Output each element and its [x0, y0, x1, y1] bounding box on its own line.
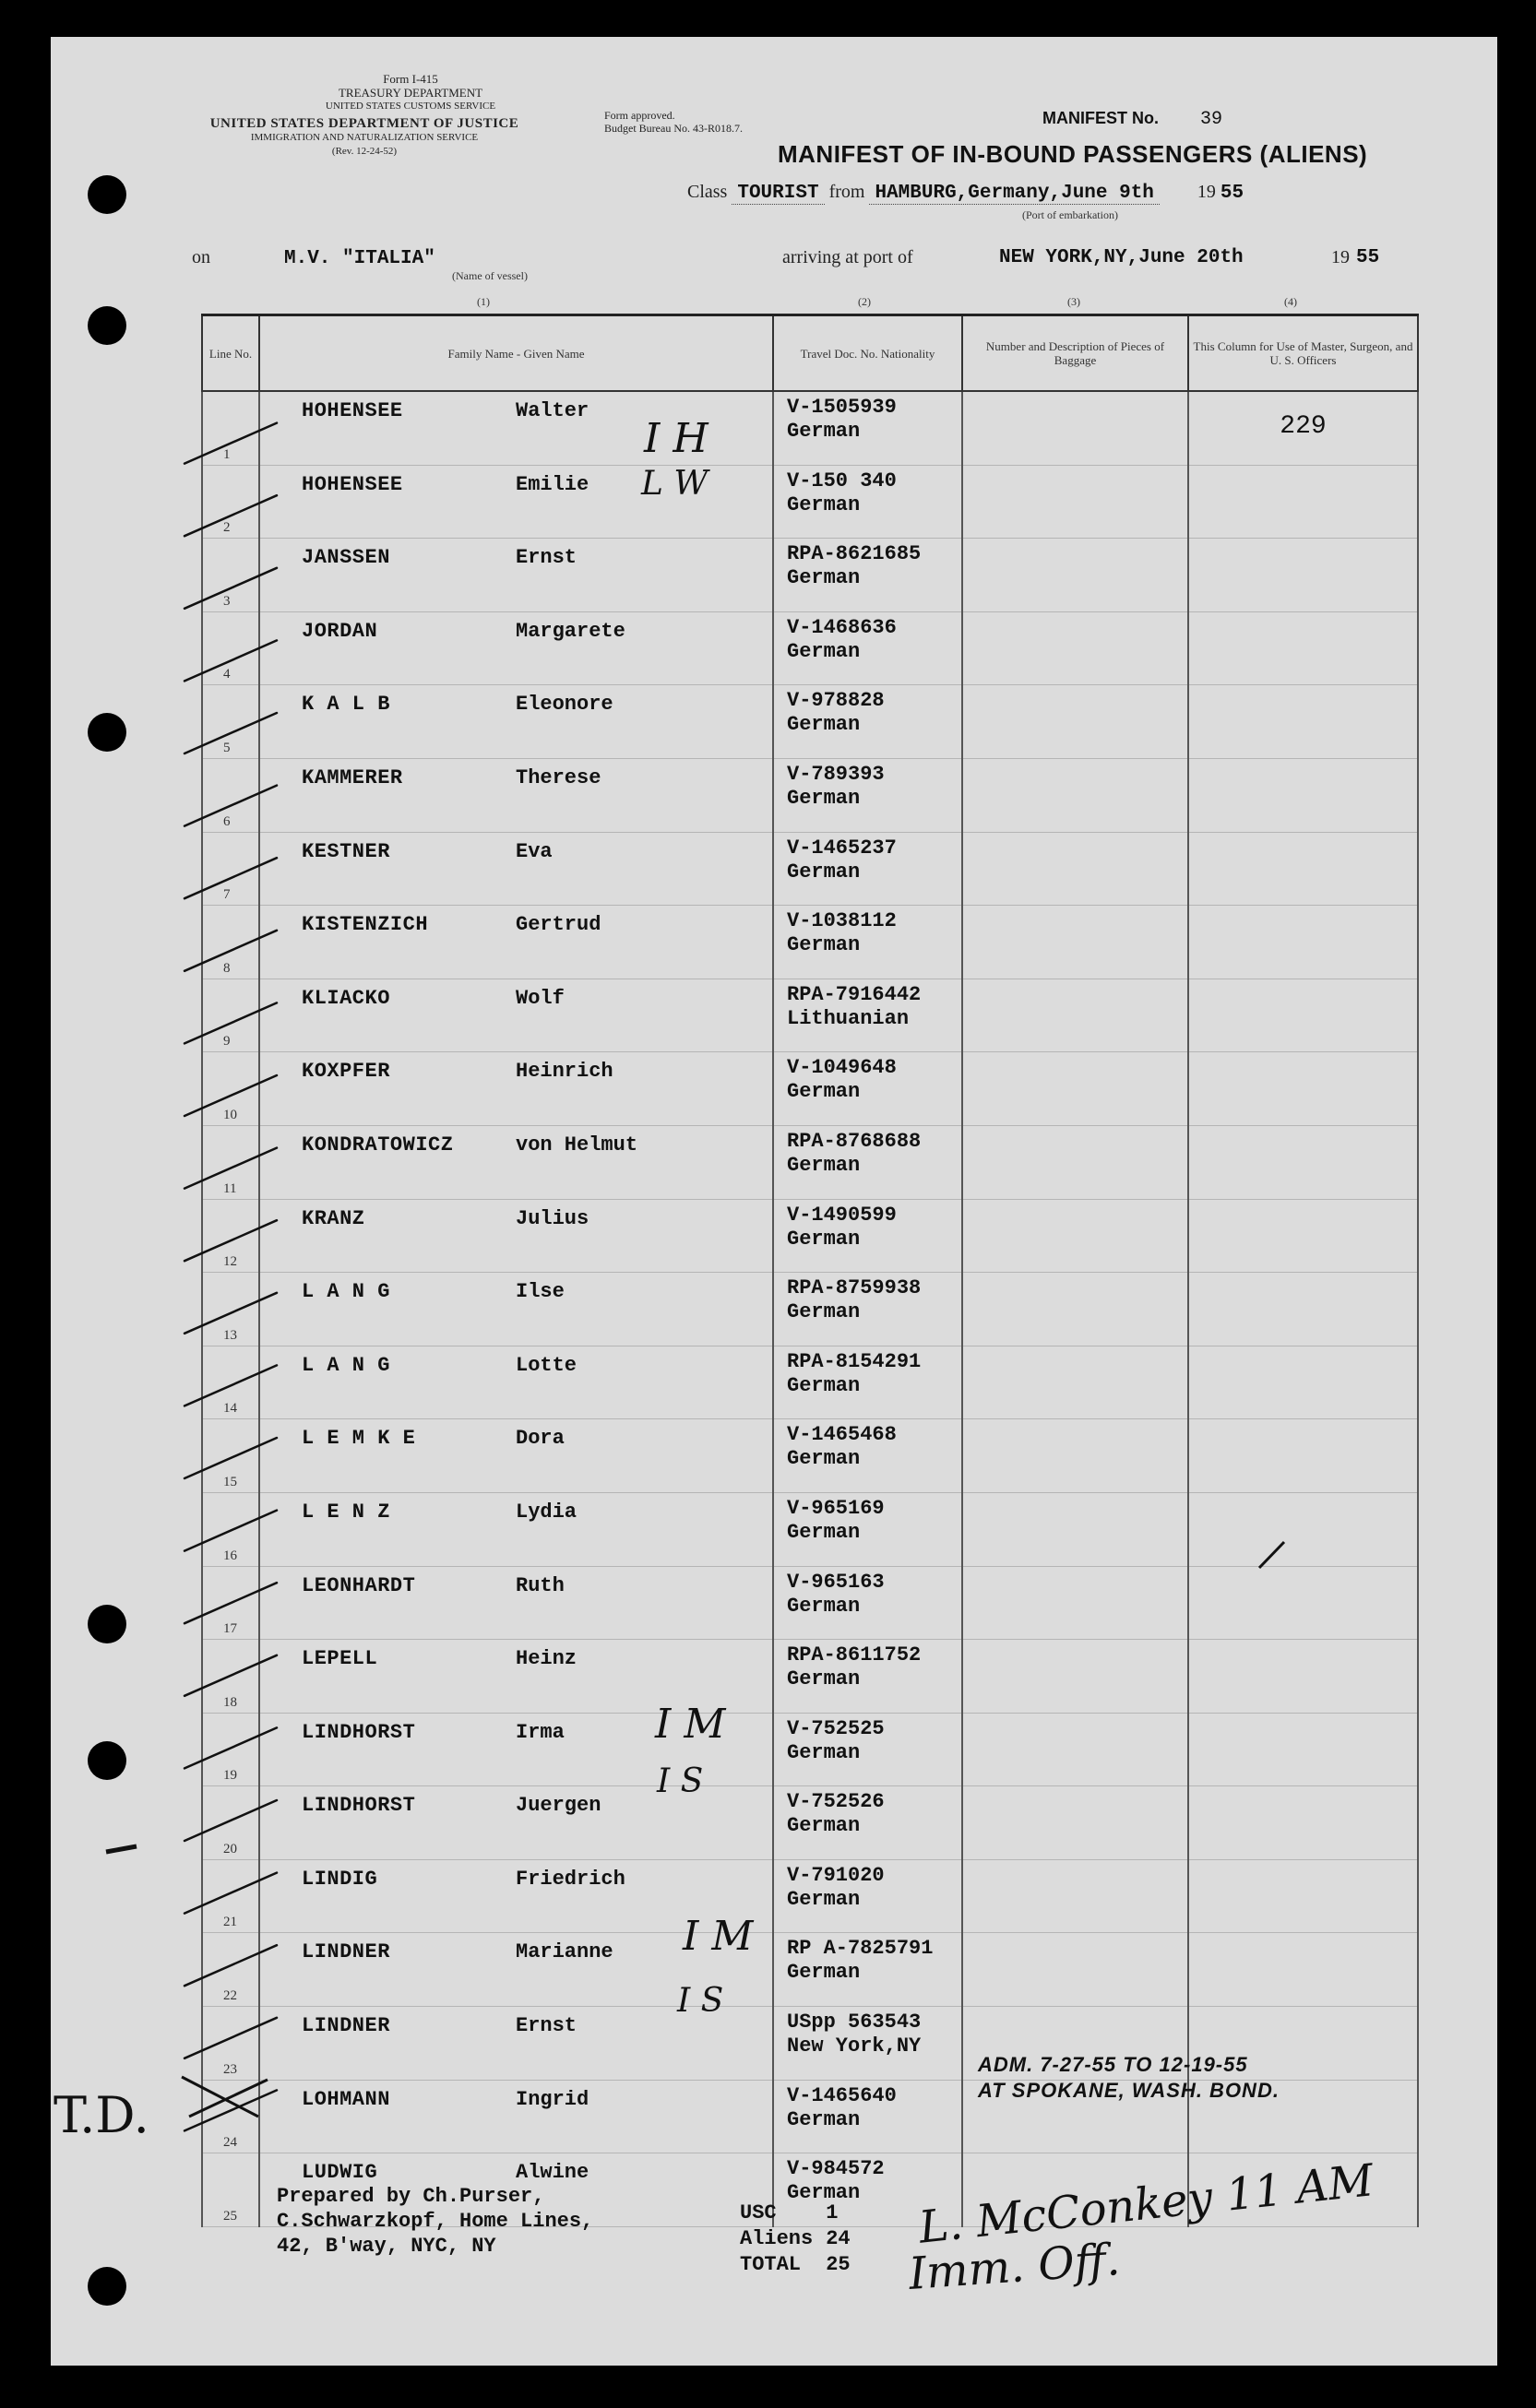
travel-doc-number: V-1465640	[787, 2083, 897, 2107]
line-number: 15	[223, 1474, 237, 1489]
nationality: German	[787, 1373, 861, 1397]
nationality: German	[787, 1520, 861, 1544]
travel-doc-number: V-1490599	[787, 1203, 897, 1227]
line-number: 14	[223, 1401, 237, 1417]
scribble-mark	[182, 2077, 268, 2117]
initials-mark: I M	[683, 1913, 754, 1960]
family-name: KAMMERER	[302, 765, 403, 789]
line-number: 18	[223, 1694, 237, 1710]
prepared-by-line: C.Schwarzkopf, Home Lines,	[277, 2210, 594, 2233]
family-name: HOHENSEE	[302, 472, 403, 496]
given-name: Dora	[516, 1427, 565, 1451]
travel-doc-number: V-1038112	[787, 909, 897, 933]
given-name: Lotte	[516, 1353, 577, 1377]
family-name: KLIACKO	[302, 986, 390, 1010]
arriving-year: 55	[1356, 247, 1380, 268]
year-prefix: 19	[1197, 182, 1216, 202]
arriving-year-prefix: 19	[1331, 247, 1350, 267]
nationality: German	[787, 1153, 861, 1177]
travel-doc-number: V-1049648	[787, 1056, 897, 1080]
given-name: Wolf	[516, 986, 565, 1010]
check-mark	[185, 1511, 277, 1551]
given-name: von Helmut	[516, 1133, 638, 1157]
given-name: Heinrich	[516, 1060, 613, 1084]
check-mark	[185, 1945, 277, 1986]
line-number: 20	[223, 1841, 237, 1856]
travel-doc-number: V-1465468	[787, 1423, 897, 1447]
nationality: German	[787, 1300, 861, 1324]
column-number-4: (4)	[1284, 295, 1297, 308]
given-name: Gertrud	[516, 913, 601, 937]
header-travel-doc: Travel Doc. No. Nationality	[773, 315, 962, 392]
nationality: German	[787, 1227, 861, 1251]
family-name: LEONHARDT	[302, 1573, 416, 1597]
travel-doc-number: RPA-8621685	[787, 542, 922, 566]
line-number: 1	[223, 446, 231, 462]
line-number: 5	[223, 740, 231, 755]
travel-doc-number: V-791020	[787, 1863, 885, 1887]
family-name: LINDNER	[302, 1940, 390, 1964]
nationality: German	[787, 639, 861, 663]
nationality: Lithuanian	[787, 1006, 910, 1030]
line-number: 8	[223, 960, 231, 976]
embarkation-value: HAMBURG,Germany,June 9th	[869, 183, 1159, 205]
dash-mark	[106, 1846, 137, 1852]
nationality: German	[787, 1814, 861, 1838]
column-number-3: (3)	[1067, 295, 1080, 308]
line-number: 17	[223, 1621, 237, 1637]
given-name: Eva	[516, 839, 553, 863]
class-value: TOURIST	[732, 183, 824, 205]
line-number: 3	[223, 593, 231, 609]
family-name: LINDNER	[302, 2014, 390, 2038]
initials-mark: I M	[655, 1701, 726, 1748]
column-number-2: (2)	[858, 295, 871, 308]
travel-doc-number: RPA-8768688	[787, 1129, 922, 1153]
line-number: 11	[223, 1180, 237, 1196]
check-mark	[185, 786, 277, 826]
family-name: KRANZ	[302, 1206, 365, 1230]
nationality: German	[787, 713, 861, 737]
line-number: 2	[223, 520, 231, 536]
line-number: 12	[223, 1254, 237, 1270]
header-line-no: Line No.	[202, 315, 259, 392]
check-mark	[185, 1655, 277, 1696]
family-name: L E N Z	[302, 1500, 390, 1524]
given-name: Ingrid	[516, 2087, 589, 2111]
manifest-no-label: MANIFEST No.	[1042, 109, 1159, 127]
vessel-caption: (Name of vessel)	[452, 269, 528, 282]
family-name: LEPELL	[302, 1647, 378, 1671]
nationality: German	[787, 1667, 861, 1691]
family-name: KOXPFER	[302, 1060, 390, 1084]
rev-label: (Rev. 12-24-52)	[331, 146, 398, 157]
totals-label: USC	[740, 2201, 777, 2224]
stray-mark	[1259, 1542, 1284, 1568]
family-name: K A L B	[302, 693, 390, 717]
on-label: on	[192, 247, 210, 267]
check-mark	[185, 1873, 277, 1914]
given-name: Ruth	[516, 1573, 565, 1597]
travel-doc-number: V-1468636	[787, 615, 897, 639]
budget-bureau: Budget Bureau No. 43-R018.7.	[604, 122, 743, 135]
nationality: German	[787, 566, 861, 590]
line-number: 10	[223, 1107, 237, 1122]
check-mark	[185, 495, 277, 536]
family-name: JANSSEN	[302, 546, 390, 570]
officer-title: Imm. Off.	[907, 2234, 1122, 2300]
port-caption: (Port of embarkation)	[1022, 208, 1118, 221]
nationality: German	[787, 1740, 861, 1764]
travel-doc-number: V-1505939	[787, 396, 897, 419]
initials-mark: I S	[657, 1762, 704, 1800]
embarkation-year: 55	[1220, 183, 1244, 204]
from-label: from	[828, 182, 865, 202]
family-name: L E M K E	[302, 1427, 416, 1451]
initials-mark: L W	[641, 465, 708, 503]
check-mark	[185, 1293, 277, 1334]
given-name: Heinz	[516, 1647, 577, 1671]
family-name: LINDHORST	[302, 1794, 416, 1818]
prepared-by-line: 42, B'way, NYC, NY	[277, 2235, 496, 2258]
nationality: German	[787, 2107, 861, 2131]
check-mark	[185, 931, 277, 971]
given-name: Eleonore	[516, 693, 613, 717]
family-name: KESTNER	[302, 839, 390, 863]
family-name: LINDIG	[302, 1867, 378, 1891]
arriving-value: NEW YORK,NY,June 20th	[999, 247, 1244, 268]
travel-doc-number: V-965169	[787, 1496, 885, 1520]
check-mark	[185, 1220, 277, 1261]
line-number: 22	[223, 1988, 237, 2004]
family-name: L A N G	[302, 1353, 390, 1377]
check-mark	[185, 2018, 277, 2058]
family-name: JORDAN	[302, 619, 378, 643]
travel-doc-number: V-984572	[787, 2157, 885, 2181]
given-name: Ilse	[516, 1280, 565, 1304]
arriving-label: arriving at port of	[782, 247, 913, 267]
totals-label: Aliens	[740, 2227, 814, 2250]
totals-value: 24	[826, 2227, 851, 2250]
travel-doc-number: RP A-7825791	[787, 1937, 934, 1961]
manifest-no-value: 39	[1200, 109, 1223, 130]
given-name: Julius	[516, 1206, 589, 1230]
check-mark	[185, 1583, 277, 1623]
nationality: German	[787, 1961, 861, 1985]
class-label: Class	[687, 182, 728, 202]
nationality: German	[787, 1887, 861, 1911]
check-mark	[185, 713, 277, 753]
travel-doc-number: V-1465237	[787, 836, 897, 860]
officer-note: 229	[1280, 412, 1327, 441]
vessel-name: M.V. "ITALIA"	[284, 248, 435, 269]
line-number: 24	[223, 2135, 237, 2151]
initials-mark: I S	[677, 1982, 724, 2020]
given-name: Lydia	[516, 1500, 577, 1524]
nationality: German	[787, 2181, 861, 2205]
line-number: 7	[223, 887, 231, 903]
given-name: Walter	[516, 399, 589, 422]
nationality: German	[787, 1447, 861, 1471]
given-name: Friedrich	[516, 1867, 625, 1891]
page-title: MANIFEST OF IN-BOUND PASSENGERS (ALIENS)	[778, 140, 1368, 168]
nationality: German	[787, 492, 861, 516]
given-name: Margarete	[516, 619, 625, 643]
travel-doc-number: RPA-7916442	[787, 982, 922, 1006]
check-mark	[185, 1365, 277, 1406]
given-name: Marianne	[516, 1940, 613, 1964]
form-approved: Form approved.	[604, 109, 675, 122]
nationality: New York,NY	[787, 2034, 922, 2058]
given-name: Ernst	[516, 2014, 577, 2038]
check-mark	[185, 640, 277, 681]
check-mark	[185, 1002, 277, 1043]
travel-doc-number: RPA-8154291	[787, 1349, 922, 1373]
line-number: 6	[223, 813, 231, 829]
header-name: Family Name - Given Name	[259, 315, 773, 392]
check-mark	[185, 1148, 277, 1189]
given-name: Juergen	[516, 1794, 601, 1818]
line-number: 16	[223, 1548, 237, 1563]
line-number: 4	[223, 667, 231, 682]
td-mark: T.D.	[54, 2086, 149, 2144]
family-name: LUDWIG	[302, 2161, 378, 2185]
line-number: 9	[223, 1034, 231, 1050]
travel-doc-number: RPA-8611752	[787, 1643, 922, 1667]
given-name: Irma	[516, 1720, 565, 1744]
check-mark	[185, 1075, 277, 1116]
line-number: 19	[223, 1768, 237, 1784]
check-mark	[185, 423, 277, 464]
admission-note-line-2: AT SPOKANE, WASH. BOND.	[978, 2079, 1280, 2102]
travel-doc-number: V-789393	[787, 762, 885, 786]
family-name: KONDRATOWICZ	[302, 1133, 454, 1157]
nationality: German	[787, 933, 861, 957]
admission-note-line-1: ADM. 7-27-55 TO 12-19-55	[978, 2053, 1248, 2076]
travel-doc-number: V-150 340	[787, 469, 897, 492]
travel-doc-number: RPA-8759938	[787, 1276, 922, 1300]
customs-label: UNITED STATES CUSTOMS SERVICE	[325, 101, 496, 112]
given-name: Ernst	[516, 546, 577, 570]
travel-doc-number: V-978828	[787, 689, 885, 713]
header-officers: This Column for Use of Master, Surgeon, and U. S. Officers	[1188, 315, 1418, 392]
nationality: German	[787, 786, 861, 810]
family-name: KISTENZICH	[302, 913, 429, 937]
check-mark	[185, 568, 277, 609]
check-mark	[185, 1438, 277, 1478]
ins-label: IMMIGRATION AND NATURALIZATION SERVICE	[250, 132, 479, 143]
nationality: German	[787, 420, 861, 443]
travel-doc-number: V-752525	[787, 1716, 885, 1740]
check-mark	[185, 1727, 277, 1768]
treasury-label: TREASURY DEPARTMENT	[338, 86, 483, 100]
justice-label: UNITED STATES DEPARTMENT OF JUSTICE	[209, 116, 519, 131]
prepared-by-line: Prepared by Ch.Purser,	[277, 2185, 545, 2208]
initials-mark: I H	[644, 415, 708, 462]
family-name: HOHENSEE	[302, 399, 403, 422]
nationality: German	[787, 1080, 861, 1104]
family-name: L A N G	[302, 1280, 390, 1304]
travel-doc-number: V-752526	[787, 1790, 885, 1814]
totals-value: 1	[826, 2201, 839, 2224]
form-id: Form I-415	[383, 72, 438, 86]
given-name: Alwine	[516, 2161, 589, 2185]
totals-label: TOTAL	[740, 2253, 802, 2276]
family-name: LINDHORST	[302, 1720, 416, 1744]
nationality: German	[787, 860, 861, 884]
line-number: 21	[223, 1915, 237, 1930]
travel-doc-number: V-965163	[787, 1570, 885, 1594]
nationality: German	[787, 1594, 861, 1618]
given-name: Therese	[516, 765, 601, 789]
check-mark	[185, 1800, 277, 1841]
check-mark	[185, 858, 277, 898]
given-name: Emilie	[516, 472, 589, 496]
column-number-1: (1)	[477, 295, 490, 308]
line-number: 13	[223, 1327, 237, 1343]
line-number: 25	[223, 2208, 237, 2224]
family-name: LOHMANN	[302, 2087, 390, 2111]
travel-doc-number: USpp 563543	[787, 2011, 922, 2034]
header-baggage: Number and Description of Pieces of Baggage	[962, 315, 1188, 392]
totals-value: 25	[826, 2253, 851, 2276]
officer-signature: L. McConkey 11 AM	[916, 2154, 1376, 2254]
line-number: 23	[223, 2061, 237, 2077]
